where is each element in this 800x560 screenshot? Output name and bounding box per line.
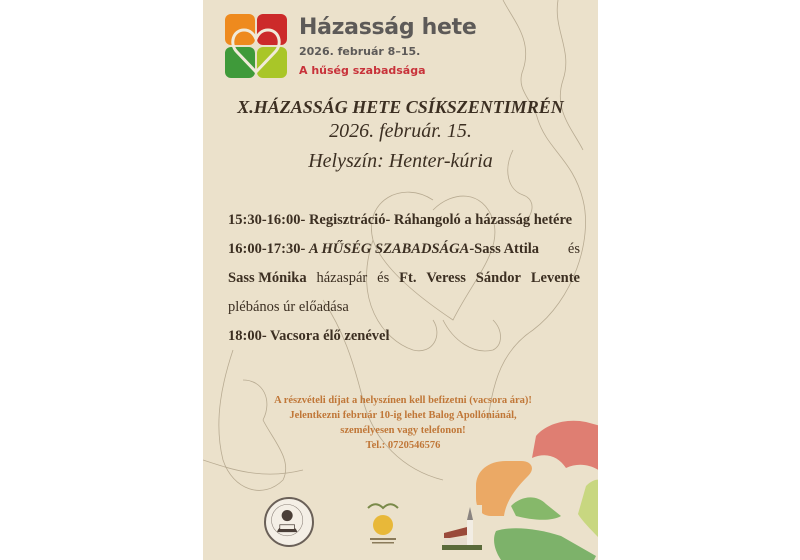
church-photo <box>442 505 482 550</box>
event-title: X.HÁZASSÁG HETE CSÍKSZENTIMRÉN <box>237 97 564 117</box>
school-seal-logo <box>264 497 314 547</box>
program-text: Vacsora élő zenével <box>270 328 390 344</box>
parish-association-logo <box>358 500 408 550</box>
event-poster <box>203 0 598 560</box>
registration-notice: A részvételi díjat a helyszínen kell befizetni (vacsora ára)! Jelentkezni február 10-ig lehet Balog Apollóniánál, személyesen vagy telefonon! Tel.: 0720546576 <box>238 393 568 453</box>
program-item-lecture-cont: Sass Mónika házaspár és Ft. Veress Sándor Levente <box>228 264 580 293</box>
speaker-name: -Sass Attila <box>469 241 540 257</box>
event-location: Helyszín: Henter-kúria <box>308 150 493 172</box>
program-item-registration <box>228 206 580 235</box>
program-item-lecture: 16:00-17:30- A HŰSÉG SZABADSÁGA-Sass Attila és <box>228 241 580 257</box>
brand-slogan: A hűség szabadsága <box>299 64 426 77</box>
phone-number: Tel.: 0720546576 <box>365 440 441 451</box>
brand-title: Házasság hete <box>299 15 477 40</box>
program-schedule <box>228 206 580 351</box>
decorative-heart-logo-icon <box>466 416 598 560</box>
lecture-theme: A HŰSÉG SZABADSÁGA <box>308 241 470 257</box>
program-time: 18:00- <box>228 328 267 344</box>
program-item-dinner <box>228 322 580 351</box>
brand-block <box>299 14 476 79</box>
program-text: Regisztráció- Ráhangoló a házasság hetére <box>308 212 573 228</box>
program-time: 16:00-17:30- <box>228 241 306 257</box>
speaker-name: Sass Mónika <box>228 270 307 286</box>
event-date: 2026. február. 15. <box>329 120 472 142</box>
program-time: 15:30-16:00- <box>228 212 306 228</box>
program-item-lecture-suffix: plébános úr előadása <box>228 299 349 315</box>
portrait-icon <box>266 499 312 545</box>
hazassag-hete-logo-icon <box>225 14 287 78</box>
brand-date: 2026. február 8–15. <box>299 45 421 58</box>
